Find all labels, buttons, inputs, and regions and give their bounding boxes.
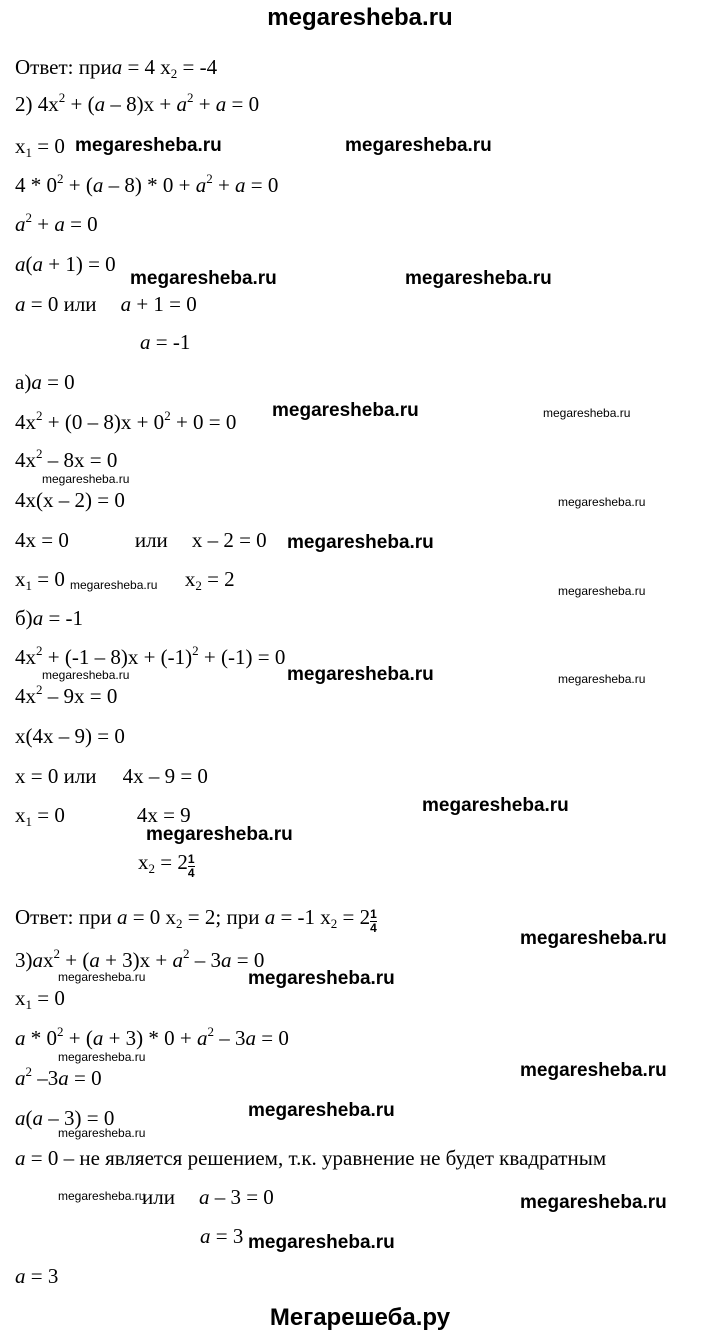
text: = -1 <box>43 606 84 630</box>
answer-line-1 <box>15 55 217 79</box>
text: + 3) * 0 + <box>103 1026 198 1050</box>
superscript: 2 <box>25 210 32 225</box>
text: x <box>184 567 196 591</box>
watermark-small: megaresheba.ru <box>58 1189 146 1203</box>
var-a: a <box>15 1146 26 1170</box>
text: = 4 x <box>122 55 171 79</box>
equation-line-4 <box>15 173 278 197</box>
text: –3 <box>32 1066 59 1090</box>
subscript: 2 <box>176 916 183 931</box>
text: – 3 <box>214 1026 246 1050</box>
watermark-small: megaresheba.ru <box>70 578 158 592</box>
numerator: 1 <box>370 907 377 921</box>
subscript: 1 <box>25 145 32 160</box>
text: = 0 или <box>25 292 97 316</box>
equation-line-23 <box>15 948 264 972</box>
var-a: a <box>198 1185 210 1209</box>
fraction <box>370 908 377 935</box>
watermark: megaresheba.ru <box>287 532 434 553</box>
subscript: 2 <box>170 66 178 81</box>
text: = 0 <box>32 803 65 827</box>
header-site-watermark: megaresheba.ru <box>267 4 453 31</box>
text: ( <box>25 252 33 276</box>
subscript: 2 <box>330 916 338 931</box>
text: = 0 <box>32 986 65 1010</box>
watermark-small: megaresheba.ru <box>543 406 631 420</box>
var-a: a <box>32 252 43 276</box>
watermark: megaresheba.ru <box>272 400 419 421</box>
var-a: a <box>15 252 26 276</box>
watermark-small: megaresheba.ru <box>558 672 646 686</box>
var-a: a <box>15 1066 26 1090</box>
text: = 3 <box>210 1224 244 1248</box>
text: = 0 <box>256 1026 289 1050</box>
text: Ответ: при <box>15 905 117 929</box>
equation-line-19 <box>15 764 208 788</box>
equation-line-6 <box>15 252 116 276</box>
text: б) <box>15 606 33 630</box>
text: 2) 4x <box>15 92 59 116</box>
text: = 0 <box>231 948 265 972</box>
watermark: megaresheba.ru <box>146 824 293 845</box>
footer-site-watermark: Мегарешеба.ру <box>269 1304 451 1331</box>
var-a: a <box>15 1106 26 1130</box>
text: + (0 – 8)x + 0 <box>42 410 165 434</box>
var-a: a <box>58 1066 69 1090</box>
subscript: 2 <box>148 861 155 876</box>
var-a: a <box>197 1026 208 1050</box>
equation-line-2 <box>15 92 259 116</box>
text: = 2 <box>155 850 188 874</box>
text: x <box>15 803 26 827</box>
superscript: 2 <box>36 408 43 423</box>
watermark: megaresheba.ru <box>75 135 222 156</box>
var-a: a <box>32 1106 43 1130</box>
var-a: a <box>94 92 106 116</box>
var-a: a <box>89 948 100 972</box>
watermark: megaresheba.ru <box>248 968 395 989</box>
subscript: 2 <box>195 578 202 593</box>
text: 4x = 0 <box>15 528 69 552</box>
subscript: 1 <box>25 578 32 593</box>
text: 3) <box>15 948 33 972</box>
text: * 0 <box>25 1026 57 1050</box>
text: = -4 <box>177 55 218 79</box>
numerator: 1 <box>187 852 195 866</box>
var-a: a <box>200 1224 211 1248</box>
text: + 0 = 0 <box>170 410 237 434</box>
text: = -1 <box>150 330 191 354</box>
text: 4x <box>15 645 36 669</box>
superscript: 2 <box>206 171 213 186</box>
text: – 8)x + <box>105 92 177 116</box>
text: + ( <box>63 1026 93 1050</box>
denominator: 4 <box>370 921 377 935</box>
text: + 3)x + <box>99 948 173 972</box>
superscript: 2 <box>186 90 194 105</box>
text: или <box>134 528 168 552</box>
var-a: a <box>215 92 227 116</box>
text: x – 2 = 0 <box>191 528 267 552</box>
text: x <box>15 134 26 158</box>
fraction <box>188 853 195 880</box>
equation-line-31 <box>15 1264 58 1288</box>
superscript: 2 <box>183 946 190 961</box>
text: 4x <box>15 410 36 434</box>
text: или <box>142 1185 175 1209</box>
text: + (-1 – 8)x + (-1) <box>42 645 193 669</box>
equation-line-30 <box>200 1224 243 1248</box>
text: = 0 x <box>127 905 177 929</box>
text: + 1 = 0 <box>131 292 197 316</box>
var-a: a <box>15 1264 26 1288</box>
superscript: 2 <box>207 1024 215 1039</box>
superscript: 2 <box>57 1024 64 1039</box>
var-a: a <box>140 330 151 354</box>
var-a: a <box>15 1026 26 1050</box>
text: = 0 <box>68 1066 102 1090</box>
text: + <box>32 212 55 236</box>
text: = 2 <box>201 567 235 591</box>
text: = 0 <box>32 134 65 158</box>
text: + ( <box>63 173 93 197</box>
text: – 8x = 0 <box>42 448 118 472</box>
equation-line-9 <box>15 370 75 394</box>
equation-line-16 <box>15 645 285 669</box>
text: x <box>15 986 26 1010</box>
text: x <box>138 850 149 874</box>
text: x <box>15 567 26 591</box>
var-a: a <box>31 370 42 394</box>
text: = 0 <box>245 173 279 197</box>
watermark: megaresheba.ru <box>248 1100 395 1121</box>
var-a: a <box>32 606 44 630</box>
superscript: 2 <box>25 1064 32 1079</box>
subscript: 1 <box>25 997 32 1012</box>
equation-line-7 <box>15 292 197 316</box>
superscript: 2 <box>192 643 199 658</box>
text: = 0 <box>226 92 260 116</box>
superscript: 2 <box>58 90 66 105</box>
var-a: a <box>221 948 232 972</box>
superscript: 2 <box>164 408 171 423</box>
text: = 0 <box>41 370 75 394</box>
var-a: a <box>195 173 207 197</box>
text: = 2 <box>337 905 371 929</box>
text: x <box>43 948 54 972</box>
text: а) <box>15 370 32 394</box>
var-a: a <box>32 948 43 972</box>
text: x = 0 или <box>15 764 97 788</box>
watermark: megaresheba.ru <box>248 1232 395 1253</box>
watermark-small: megaresheba.ru <box>58 1050 146 1064</box>
text: + 1) = 0 <box>43 252 116 276</box>
text: ( <box>25 1106 33 1130</box>
text: = 0 <box>32 567 65 591</box>
watermark-small: megaresheba.ru <box>558 584 646 598</box>
var-a: a <box>15 292 26 316</box>
equation-line-21 <box>138 850 195 880</box>
text: – 3 <box>189 948 222 972</box>
superscript: 2 <box>36 643 43 658</box>
var-a: a <box>111 55 123 79</box>
text: 4x <box>15 448 36 472</box>
superscript: 2 <box>36 446 43 461</box>
equation-line-10 <box>15 410 236 434</box>
text: x(4x – 9) = 0 <box>15 724 125 748</box>
text: + (-1) = 0 <box>198 645 286 669</box>
text: + ( <box>65 92 95 116</box>
superscript: 2 <box>36 682 43 697</box>
text: + <box>212 173 236 197</box>
text: = 0 <box>64 212 98 236</box>
var-a: a <box>116 905 128 929</box>
equation-line-25 <box>15 1026 289 1050</box>
text: = 2; при <box>182 905 265 929</box>
equation-line-29 <box>142 1185 274 1209</box>
superscript: 2 <box>53 946 60 961</box>
equation-line-3 <box>15 134 65 158</box>
var-a: a <box>92 1026 104 1050</box>
watermark-small: megaresheba.ru <box>42 472 130 486</box>
text: = 3 <box>25 1264 59 1288</box>
watermark-small: megaresheba.ru <box>58 970 146 984</box>
text: – 9x = 0 <box>42 684 118 708</box>
watermark: megaresheba.ru <box>422 795 569 816</box>
text: 4x(x – 2) = 0 <box>15 488 125 512</box>
text: – 3) = 0 <box>43 1106 115 1130</box>
equation-line-12 <box>15 488 125 512</box>
var-a: a <box>245 1026 257 1050</box>
text: – 3 = 0 <box>209 1185 274 1209</box>
text: = -1 x <box>275 905 331 929</box>
watermark: megaresheba.ru <box>520 1060 667 1081</box>
equation-line-26 <box>15 1066 102 1090</box>
watermark: megaresheba.ru <box>405 268 552 289</box>
subscript: 1 <box>25 814 32 829</box>
text: 4x = 9 <box>136 803 191 827</box>
text: + <box>193 92 216 116</box>
equation-line-24 <box>15 986 65 1010</box>
watermark: megaresheba.ru <box>520 1192 667 1213</box>
text: = 0 – не является решением, т.к. уравнение не будет квадратным <box>25 1146 607 1170</box>
watermark: megaresheba.ru <box>345 135 492 156</box>
watermark: megaresheba.ru <box>520 928 667 949</box>
equation-line-15 <box>15 606 83 630</box>
var-a: a <box>92 173 104 197</box>
text: – 8) * 0 + <box>103 173 196 197</box>
equation-line-18 <box>15 724 125 748</box>
text: 4 * 0 <box>15 173 57 197</box>
watermark: megaresheba.ru <box>130 268 277 289</box>
var-a: a <box>120 292 132 316</box>
equation-line-5 <box>15 212 98 236</box>
denominator: 4 <box>187 866 195 880</box>
watermark-small: megaresheba.ru <box>42 668 130 682</box>
text: 4x – 9 = 0 <box>122 764 208 788</box>
var-a: a <box>54 212 65 236</box>
var-a: a <box>176 92 187 116</box>
equation-line-17 <box>15 684 117 708</box>
answer-line-22 <box>15 905 377 935</box>
var-a: a <box>172 948 184 972</box>
text: 4x <box>15 684 36 708</box>
watermark-small: megaresheba.ru <box>58 1126 146 1140</box>
equation-line-13 <box>15 528 267 552</box>
watermark: megaresheba.ru <box>287 664 434 685</box>
text: + ( <box>60 948 90 972</box>
var-a: a <box>235 173 246 197</box>
superscript: 2 <box>57 171 64 186</box>
equation-line-28 <box>15 1146 606 1170</box>
var-a: a <box>264 905 276 929</box>
text: Ответ: при <box>15 55 112 79</box>
watermark-small: megaresheba.ru <box>558 495 646 509</box>
equation-line-8 <box>140 330 190 354</box>
equation-line-11 <box>15 448 117 472</box>
var-a: a <box>15 212 26 236</box>
